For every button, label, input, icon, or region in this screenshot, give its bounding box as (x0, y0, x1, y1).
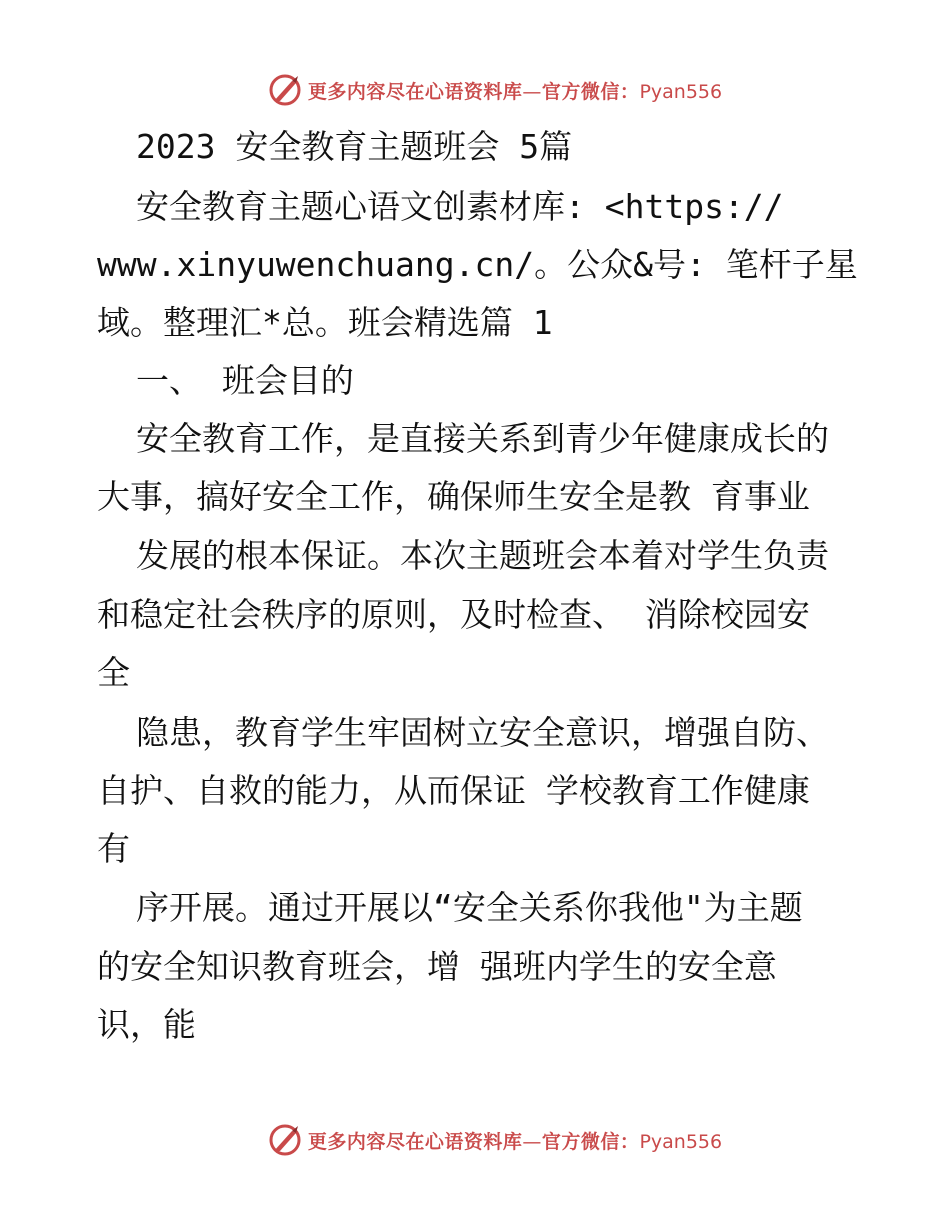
document-title: 2023 安全教育主题班会 5篇 (136, 127, 573, 166)
banner-library-text: 更多内容尽在心语资料库 (307, 1130, 523, 1153)
document-line: www.xinyuwenchuang.cn/。公众&号: 笔杆子星 (97, 245, 858, 284)
document-line: 发展的根本保证。本次主题班会本着对学生负责 (136, 536, 829, 575)
document-line: 隐患，教育学生牢固树立安全意识，增强自防、 (136, 713, 829, 752)
document-line: 序开展。通过开展以“安全关系你我他"为主题 (136, 888, 803, 927)
footer-banner-content (268, 1123, 722, 1157)
section-heading: 一、 班会目的 (136, 361, 354, 400)
banner-wechat-label: 官方微信： (541, 80, 640, 103)
document-line: 自护、自救的能力，从而保证 学校教育工作健康 (97, 771, 810, 810)
footer-banner-text (308, 1127, 722, 1154)
document-line: 有 (97, 829, 130, 868)
document-line: 大事，搞好安全工作，确保师生安全是教 育事业 (97, 477, 810, 516)
document-line: 的安全知识教育班会，增 强班内学生的安全意 (97, 947, 777, 986)
banner-separator: — (522, 1130, 542, 1153)
document-line: 安全教育主题心语文创素材库: <https:// (136, 187, 784, 226)
document-line: 识，能 (97, 1005, 196, 1044)
document-line: 全 (97, 653, 130, 692)
document-line: 和稳定社会秩序的原则，及时检查、 消除校园安 (97, 595, 810, 634)
banner-wechat-id: Pyan556 (639, 80, 723, 103)
banner-wechat-label: 官方微信： (541, 1130, 640, 1153)
banner-separator: — (522, 80, 542, 103)
quill-pen-logo-icon (268, 1123, 302, 1157)
document-line: 域。整理汇*总。班会精选篇 1 (97, 303, 553, 342)
banner-library-text: 更多内容尽在心语资料库 (307, 80, 523, 103)
footer-banner (0, 1120, 950, 1160)
banner-wechat-id: Pyan556 (639, 1130, 723, 1153)
document-line: 安全教育工作，是直接关系到青少年健康成长的 (136, 419, 829, 458)
